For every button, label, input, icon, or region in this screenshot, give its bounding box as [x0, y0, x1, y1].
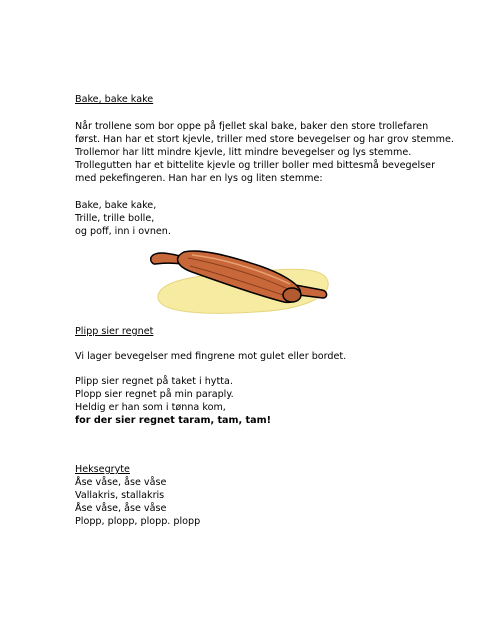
verse2-line-1: Plipp sier regnet på taket i hytta.	[75, 376, 233, 387]
verse1-line-1: Bake, bake kake,	[75, 200, 157, 211]
intro-line-2: først. Han har et stort kjevle, triller med store bevegelser og har grov stemme.	[75, 134, 454, 145]
title-bake-bake-kake: Bake, bake kake	[75, 94, 154, 105]
verse1-line-2: Trille, trille bolle,	[75, 213, 155, 224]
intro-line-1: Når trollene som bor oppe på fjellet skal bake, baker den store trollefaren	[75, 121, 429, 132]
verse3-line-1: Åse våse, åse våse	[75, 477, 167, 488]
title-plipp-sier-regnet: Plipp sier regnet	[75, 326, 154, 337]
intro-line-3: Trollemor har litt mindre kjevle, litt mindre bevegelser og lys stemme.	[75, 147, 412, 158]
instruction-text: Vi lager bevegelser med fingrene mot gulet eller bordet.	[75, 351, 347, 362]
intro-line-4: Trollegutten har et bittelite kjevle og triller boller med bittesmå bevegelser	[75, 160, 436, 171]
verse2-line-2: Plopp sier regnet på min paraply.	[75, 389, 234, 400]
rolling-pin-dough-icon	[150, 238, 332, 320]
title-heksegryte: Heksegryte	[75, 464, 130, 475]
verse3-line-3: Åse våse, åse våse	[75, 503, 167, 514]
verse2-line-4-bold: for der sier regnet taram, tam, tam!	[75, 415, 271, 426]
verse3-line-2: Vallakris, stallakris	[75, 490, 165, 501]
verse3-line-4: Plopp, plopp, plopp. plopp	[75, 516, 201, 527]
verse2-line-3: Heldig er han som i tønna kom,	[75, 402, 226, 413]
intro-line-5: med pekefingeren. Han har en lys og liten stemme:	[75, 173, 323, 184]
verse1-line-3: og poff, inn i ovnen.	[75, 226, 171, 237]
rolling-pin-end	[283, 288, 301, 302]
